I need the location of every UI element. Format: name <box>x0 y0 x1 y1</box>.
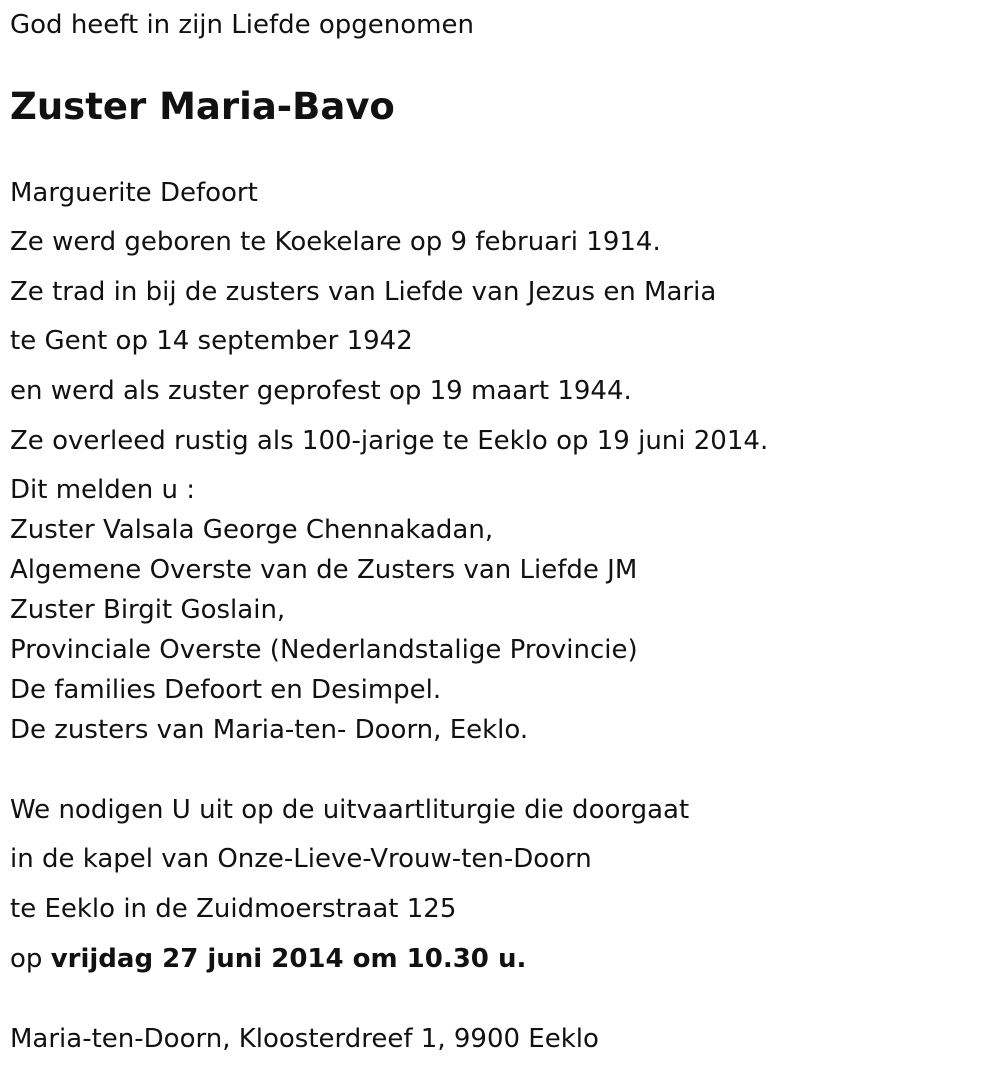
announcer-line: Zuster Valsala George Chennakadan, <box>10 515 494 545</box>
bio-line: Ze overleed rustig als 100-jarige te Eeklo op 19 juni 2014. <box>10 426 769 456</box>
announcer-line: De families Defoort en Desimpel. <box>10 675 442 705</box>
intro-text: God heeft in zijn Liefde opgenomen <box>10 10 474 40</box>
service-prefix: op <box>10 944 51 974</box>
service-date-time: vrijdag 27 juni 2014 om 10.30 u. <box>50 944 527 974</box>
announcer-line: Zuster Birgit Goslain, <box>10 595 286 625</box>
announcer-line: Dit melden u : <box>10 475 195 505</box>
bio-line: en werd als zuster geprofest op 19 maart 1944. <box>10 376 632 406</box>
invitation-line: te Eeklo in de Zuidmoerstraat 125 <box>10 894 457 924</box>
announcer-line: Algemene Overste van de Zusters van Liefde JM <box>10 555 638 585</box>
bio-line: Ze werd geboren te Koekelare op 9 februari 1914. <box>10 227 661 257</box>
address-line: Maria-ten-Doorn, Kloosterdreef 1, 9900 Eeklo <box>10 1024 599 1054</box>
service-line <box>10 943 526 975</box>
page-title: Zuster Maria-Bavo <box>10 85 395 128</box>
bio-line: te Gent op 14 september 1942 <box>10 326 413 356</box>
bio-line: Ze trad in bij de zusters van Liefde van Jezus en Maria <box>10 277 717 307</box>
announcer-line: De zusters van Maria-ten- Doorn, Eeklo. <box>10 715 529 745</box>
announcer-line: Provinciale Overste (Nederlandstalige Provincie) <box>10 635 638 665</box>
invitation-line: in de kapel van Onze-Lieve-Vrouw-ten-Doorn <box>10 844 592 874</box>
bio-line: Marguerite Defoort <box>10 178 258 208</box>
invitation-line: We nodigen U uit op de uitvaartliturgie die doorgaat <box>10 795 690 825</box>
